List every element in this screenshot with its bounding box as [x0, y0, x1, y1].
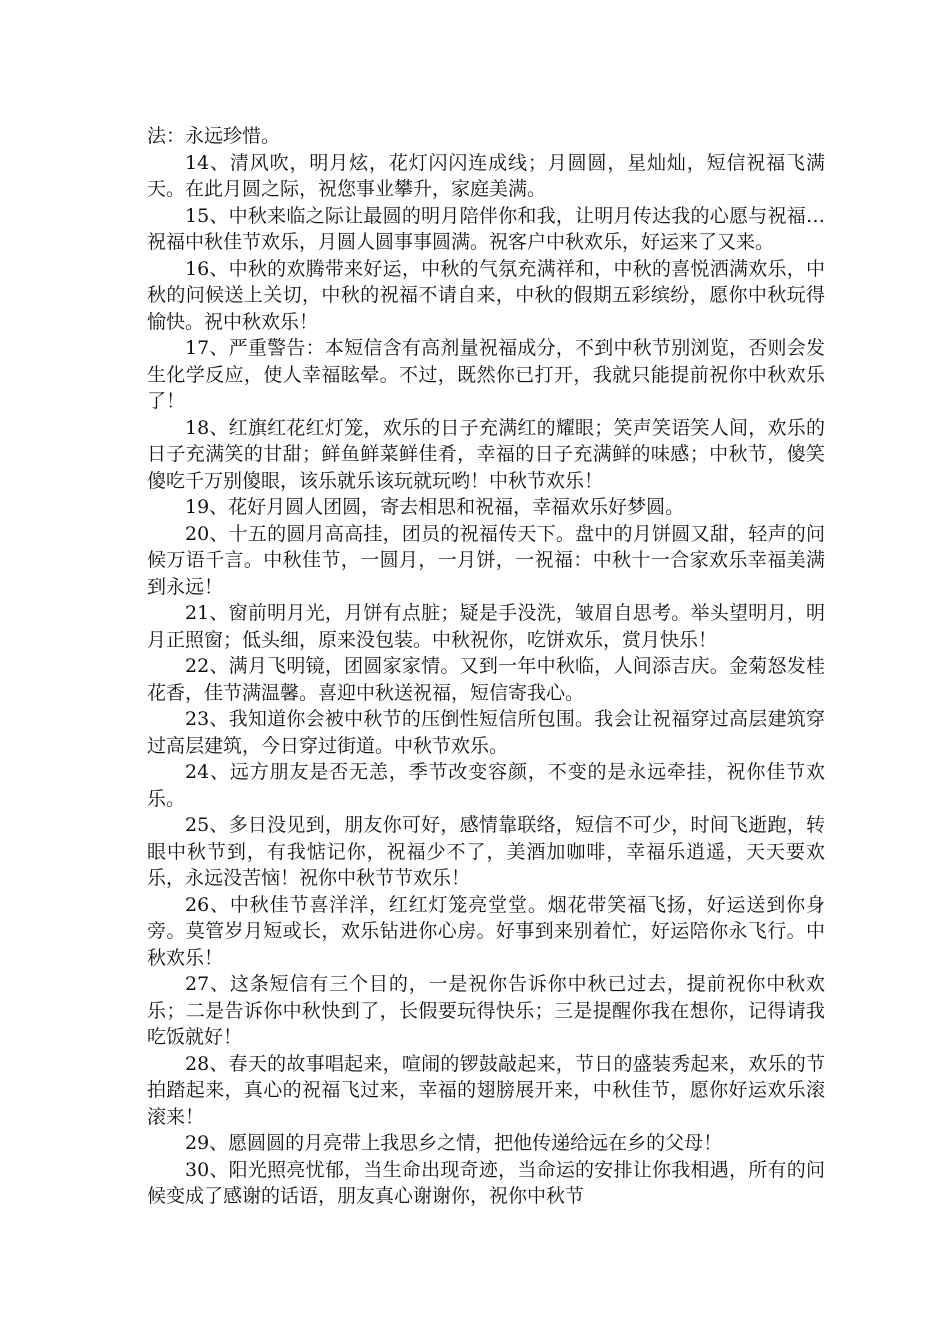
paragraph: 14、清风吹，明月炫，花灯闪闪连成线；月圆圆，星灿灿，短信祝福飞满天。在此月圆之际，祝您事业攀升，家庭美满。 — [147, 151, 825, 200]
paragraph: 21、窗前明月光，月饼有点脏；疑是手没洗，皱眉自思考。举头望明月，明月正照窗；低头细，原来没包装。中秋祝你，吃饼欢乐，赏月快乐！ — [147, 602, 825, 651]
paragraph: 18、红旗红花红灯笼，欢乐的日子充满红的耀眼；笑声笑语笑人间，欢乐的日子充满笑的甘甜；鲜鱼鲜菜鲜佳肴，幸福的日子充满鲜的味感；中秋节，傻笑傻吃千万别傻眼，该乐就乐该玩就玩哟！中秋节欢乐！ — [147, 416, 825, 492]
paragraph: 法：永远珍惜。 — [147, 125, 281, 147]
paragraph: 15、中秋来临之际让最圆的明月陪伴你和我，让明月传达我的心愿与祝福…祝福中秋佳节欢乐，月圆人圆事事圆满。祝客户中秋欢乐，好运来了又来。 — [147, 204, 825, 253]
paragraph: 24、远方朋友是否无恙，季节改变容颜，不变的是永远牵挂，祝你佳节欢乐。 — [147, 761, 825, 810]
paragraph: 23、我知道你会被中秋节的压倒性短信所包围。我会让祝福穿过高层建筑穿过高层建筑，今日穿过街道。中秋节欢乐。 — [147, 708, 825, 757]
document-body — [147, 123, 825, 1210]
paragraph: 17、严重警告：本短信含有高剂量祝福成分，不到中秋节别浏览，否则会发生化学反应，使人幸福眩晕。不过，既然你已打开，我就只能提前祝你中秋欢乐了！ — [147, 337, 825, 412]
paragraph: 19、花好月圆人团圆，寄去相思和祝福，幸福欢乐好梦圆。 — [185, 496, 685, 518]
paragraph: 27、这条短信有三个目的，一是祝你告诉你中秋已过去，提前祝你中秋欢乐；二是告诉你中秋快到了，长假要玩得快乐；三是提醒你我在想你，记得请我吃饭就好！ — [147, 973, 825, 1048]
paragraph: 16、中秋的欢腾带来好运，中秋的气氛充满祥和，中秋的喜悦洒满欢乐，中秋的问候送上关切，中秋的祝福不请自来，中秋的假期五彩缤纷，愿你中秋玩得愉快。祝中秋欢乐！ — [147, 257, 825, 333]
paragraph: 30、阳光照亮忧郁，当生命出现奇迹，当命运的安排让你我相遇，所有的问候变成了感谢的话语，朋友真心谢谢你，祝你中秋节 — [147, 1158, 825, 1207]
paragraph: 28、春天的故事唱起来，喧闹的锣鼓敲起来，节日的盛装秀起来，欢乐的节拍踏起来，真心的祝福飞过来，幸福的翅膀展开来，中秋佳节，愿你好运欢乐滚滚来！ — [147, 1052, 825, 1128]
paragraph: 29、愿圆圆的月亮带上我思乡之情，把他传递给远在乡的父母！ — [185, 1132, 723, 1154]
paragraph: 20、十五的圆月高高挂，团员的祝福传天下。盘中的月饼圆又甜，轻声的问候万语千言。中秋佳节，一圆月，一月饼，一祝福：中秋十一合家欢乐幸福美满到永远！ — [147, 522, 825, 598]
paragraph: 25、多日没见到，朋友你可好，感情靠联络，短信不可少，时间飞逝跑，转眼中秋节到，有我惦记你，祝福少不了，美酒加咖啡，幸福乐逍遥，天天要欢乐，永远没苦恼！祝你中秋节节欢乐！ — [147, 814, 825, 889]
paragraph: 26、中秋佳节喜洋洋，红红灯笼亮堂堂。烟花带笑福飞扬，好运送到你身旁。莫管岁月短或长，欢乐钻进你心房。好事到来别着忙，好运陪你永飞行。中秋欢乐！ — [147, 893, 825, 969]
paragraph: 22、满月飞明镜，团圆家家情。又到一年中秋临，人间添吉庆。金菊怒发桂花香，佳节满温馨。喜迎中秋送祝福，短信寄我心。 — [147, 655, 825, 704]
